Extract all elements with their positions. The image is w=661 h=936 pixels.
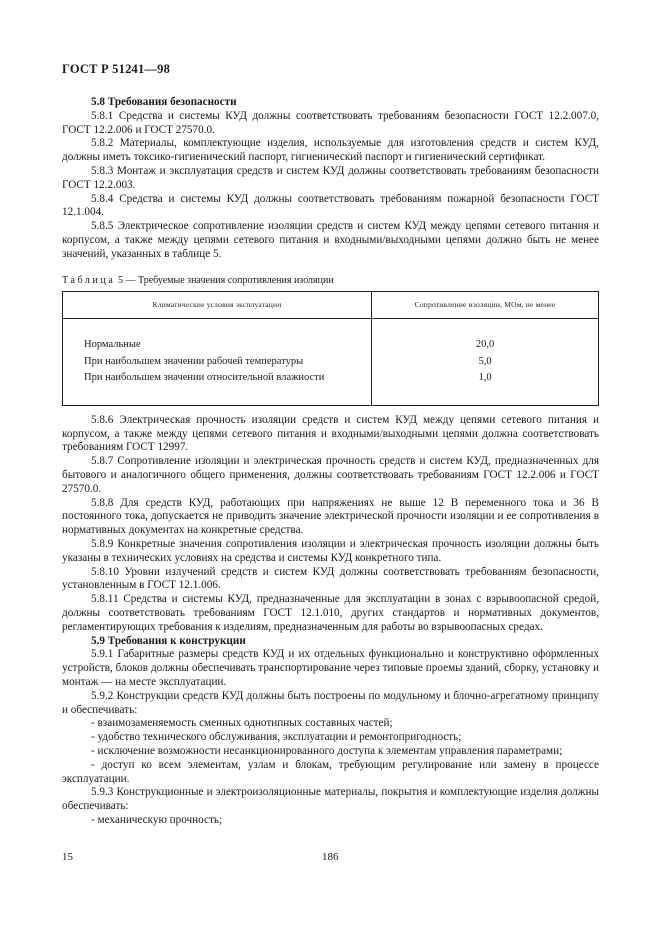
- section-5-9-heading: 5.9 Требования к конструкции: [91, 634, 246, 647]
- table-cell-condition: При наибольшем значении рабочей температуры: [84, 355, 304, 367]
- page-number: 15: [62, 851, 73, 863]
- list-item: - исключение возможности несанкционированного доступа к элементам управления параметрами;: [91, 744, 563, 757]
- paragraph-5-8-3: 5.8.3 Монтаж и эксплуатация средств и систем КУД должны соответствовать требованиям безопасности ГОСТ 12.2.003.: [62, 164, 599, 191]
- table-cell-value: 1,0: [478, 372, 492, 384]
- paragraph-5-9-1: 5.9.1 Габаритные размеры средств КУД и их отдельных функционально и конструктивно оформленных устройств, блоков должны обеспечивать транспортирование через типовые проемы зданий, сборку, установку и монтаж — на месте эксплуатации.: [62, 648, 599, 688]
- list-item: - доступ ко всем элементам, узлам и блокам, требующим регулирование или замену в процессе эксплуатации.: [62, 758, 599, 785]
- paragraph-5-8-9: 5.8.9 Конкретные значения сопротивления изоляции и электрическая прочность изоляции должны быть указаны в технических условиях на средства и системы КУД конкретного типа.: [62, 538, 599, 564]
- page-counter: 186: [322, 851, 339, 863]
- table-caption: [62, 274, 599, 288]
- paragraph-5-8-8: 5.8.8 Для средств КУД, работающих при напряжениях не выше 12 В переменного тока и 36 В постоянного тока, допускается не приводить значение электрической прочности изоляции и ее сопротивления в нормативных документах на конкретные средства.: [62, 496, 599, 537]
- paragraph-5-8-2: 5.8.2 Материалы, комплектующие изделия, используемые для изготовления средств и систем КУД, должны иметь токсико-гигиенический паспорт, гигиенический паспорт и гигиенический сертификат.: [62, 137, 599, 164]
- table-values-cell: [372, 319, 599, 406]
- paragraph-5-8-5: 5.8.5 Электрическое сопротивление изоляции средств и систем КУД между цепями сетевого питания и корпусом, а также между цепями сетевого питания и входными/выходными цепями должно быть не менее значений, указанных в таблице 5.: [62, 220, 599, 260]
- document-header: ГОСТ Р 51241—98: [62, 62, 171, 76]
- table-header-resistance: Сопротивление изоляции, МОм, не менее: [372, 292, 599, 319]
- table-body-row: [63, 319, 599, 406]
- paragraph-5-8-4: 5.8.4 Средства и системы КУД должны соответствовать требованиям пожарной безопасности ГОСТ 12.1.004.: [62, 192, 599, 219]
- table-cell-condition: При наибольшем значении относительной влажности: [84, 372, 325, 384]
- list-item: - удобство технического обслуживания, эксплуатации и ремонтопригодность;: [91, 731, 462, 744]
- table-caption-text: 5 — Требуемые значения сопротивления изоляции: [115, 274, 334, 286]
- table-cell-value: 5,0: [478, 355, 492, 367]
- table-cell-value: 20,0: [475, 339, 495, 351]
- paragraph-5-8-10: 5.8.10 Уровни излучений средств и систем КУД должны соответствовать требованиям безопасности, установленным в ГОСТ 12.1.006.: [62, 565, 599, 592]
- paragraph-5-9-2: 5.9.2 Конструкции средств КУД должны быть построены по модульному и блочно-агрегатному принципу и обеспечивать:: [62, 689, 599, 716]
- paragraph-5-8-1: 5.8.1 Средства и системы КУД должны соответствовать требованиям безопасности ГОСТ 12.2.007.0, ГОСТ 12.2.006 и ГОСТ 27570.0.: [62, 109, 599, 136]
- paragraph-5-8-11: 5.8.11 Средства и системы КУД, предназначенные для эксплуатации в зонах с взрывоопасной средой, должны соответствовать требованиям ГОСТ 12.1.010, других стандартов и нормативных документов, регламентирующих требования к изделиям, предназначенным для работы во взрывоопасных средах.: [62, 593, 599, 633]
- table-header-conditions: Климатические условия эксплуатации: [63, 292, 372, 319]
- paragraph-5-8-6: 5.8.6 Электрическая прочность изоляции средств и систем КУД между цепями сетевого питания и корпусом, а также между цепями сетевого питания и входными/выходными цепями должна соответствовать требованиям ГОСТ 12997.: [62, 413, 599, 454]
- table-header-row: [63, 292, 599, 319]
- table-cell-condition: Нормальные: [84, 339, 141, 351]
- table-caption-word: Таблица: [62, 274, 116, 286]
- document-body: [62, 96, 599, 828]
- paragraph-5-9-3: 5.9.3 Конструкционные и электроизоляционные материалы, покрытия и комплектующие изделия должны обеспечивать:: [62, 786, 599, 813]
- section-5-8-heading: 5.8 Требования безопасности: [91, 96, 237, 108]
- insulation-resistance-table: [62, 291, 599, 406]
- paragraph-5-8-7: 5.8.7 Сопротивление изоляции и электрическая прочность средств и систем КУД, предназначенных для бытового и аналогичного общего применения, должны соответствовать требованиям ГОСТ 12.2.006 и ГОСТ 27570.0.: [62, 455, 599, 495]
- list-item: - взаимозаменяемость сменных однотипных составных частей;: [91, 717, 393, 730]
- list-item: - механическую прочность;: [91, 813, 223, 826]
- table-conditions-cell: [63, 319, 372, 406]
